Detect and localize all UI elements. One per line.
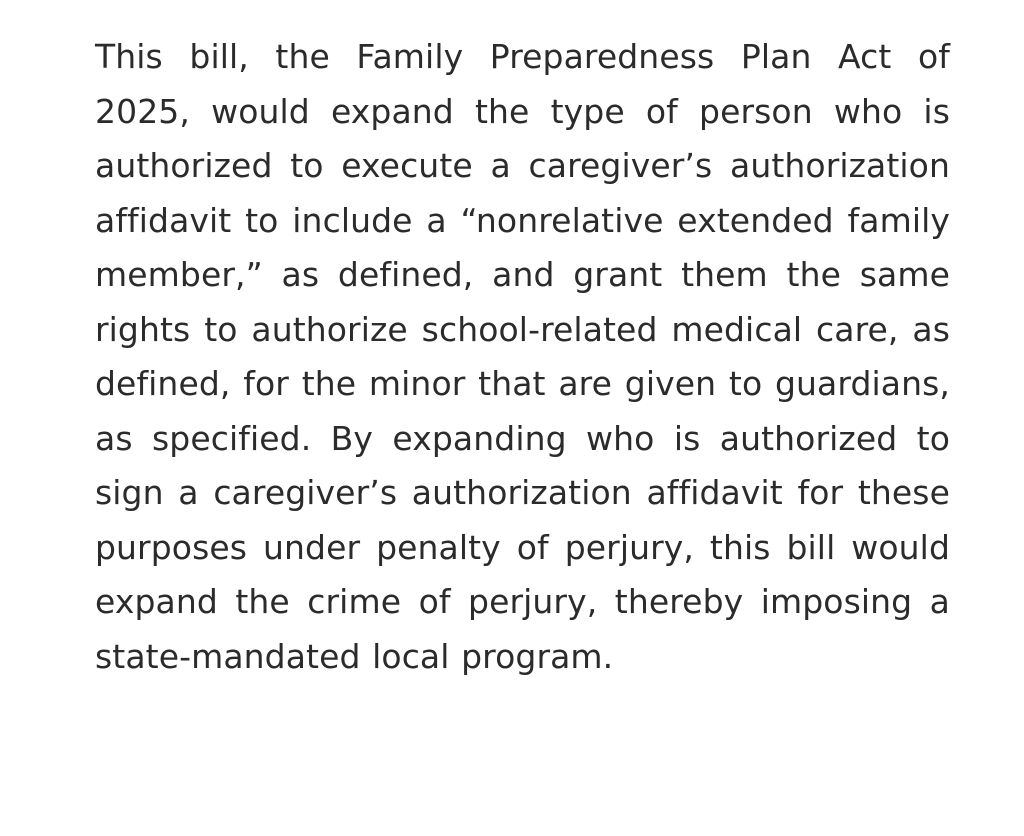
bill-summary-paragraph: This bill, the Family Preparedness Plan Act of 2025, would expand the type of person who is authorized to execute a caregiver’s authorization affidavit to include a “nonrelative extended family member,” as defined, and grant them the same rights to authorize school-related medical care, as defined, for the minor that are given to guardians, as specified. By expanding who is authorized to sign a caregiver’s authorization affidavit for these purposes under penalty of perjury, this bill would expand the crime of perjury, thereby imposing a state-mandated local program. [95, 37, 950, 676]
